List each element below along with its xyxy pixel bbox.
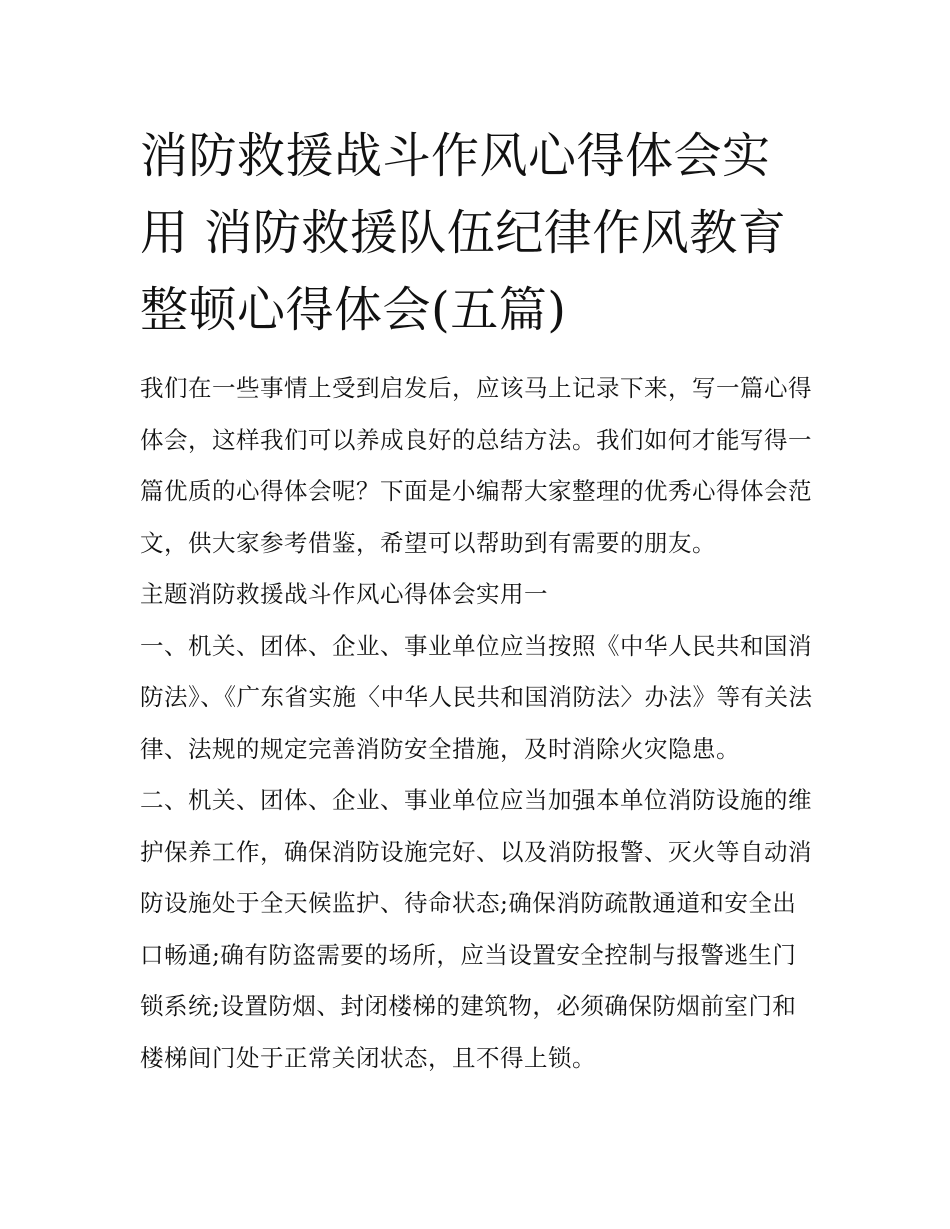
- paragraph-item-2: 二、机关、团体、企业、事业单位应当加强本单位消防设施的维护保养工作，确保消防设施完好、以及消防报警、灭火等自动消防设施处于全天候监护、待命状态;确保消防疏散通道和安全出口畅通;确有防盗需要的场所，应当设置安全控制与报警逃生门锁系统;设置防烟、封闭楼梯的建筑物，必须确保防烟前室门和楼梯间门处于正常关闭状态，且不得上锁。: [140, 786, 812, 1072]
- document-content: [140, 118, 820, 1084]
- document-title: 消防救援战斗作风心得体会实 用 消防救援队伍纪律作风教育 整顿心得体会(五篇): [140, 128, 787, 338]
- section-heading: 主题消防救援战斗作风心得体会实用一: [140, 580, 548, 608]
- document-body: [140, 363, 820, 1084]
- intro-paragraph: 我们在一些事情上受到启发后，应该马上记录下来，写一篇心得体会，这样我们可以养成良好的总结方法。我们如何才能写得一篇优质的心得体会呢？下面是小编帮大家整理的优秀心得体会范文，供大家参考借鉴，希望可以帮助到有需要的朋友。: [140, 374, 812, 557]
- paragraph-item-1: 一、机关、团体、企业、事业单位应当按照《中华人民共和国消防法》、《广东省实施〈中华人民共和国消防法〉办法》等有关法律、法规的规定完善消防安全措施，及时消除火灾隐患。: [140, 631, 813, 763]
